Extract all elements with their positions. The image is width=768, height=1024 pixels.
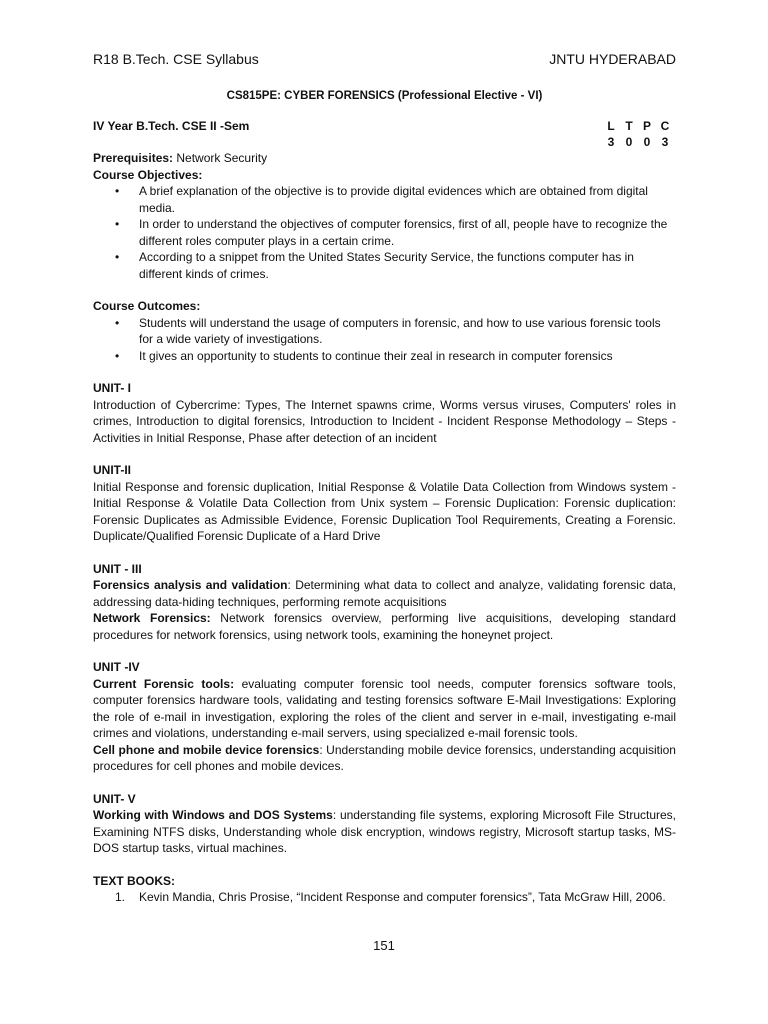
textbook-number: 1.	[115, 890, 126, 904]
unit3-heading: UNIT - III	[93, 561, 142, 576]
unit4-heading: UNIT -IV	[93, 660, 140, 674]
page-header	[93, 50, 676, 68]
unit5-p1-bold: Working with Windows and DOS Systems	[93, 808, 333, 822]
unit5-heading: UNIT- V	[93, 791, 136, 806]
ltpc-label-c: C	[660, 119, 670, 133]
unit2-text: Initial Response and forensic duplication, Initial Response & Volatile Data Collection from Windows system -Initial Response & Volatile Data Collection from Unix system – Forensic Duplication: Forensic duplication: Forensic Duplicates as Admissible Evidence, Forensic Duplication Tool Requirements, Creating a Forensic. Duplicate/Qualified Forensic Duplicate of a Hard Drive	[93, 479, 676, 543]
textbook-text: Kevin Mandia, Chris Prosise, “Incident Response and computer forensics”, Tata McGraw Hill, 2006.	[139, 890, 666, 904]
unit3-p2-text: Network forensics overview, performing live acquisitions, developing standard procedures for network forensics, using network tools, examining the honeynet project.	[93, 611, 676, 642]
objectives-heading: Course Objectives:	[93, 167, 203, 182]
list-item: • A brief explanation of the objective is to provide digital evidences which are obtained from digital media.	[93, 183, 676, 216]
ltpc-label-t: T	[625, 119, 633, 133]
course-title: CS815PE: CYBER FORENSICS (Professional Elective - VI)	[226, 90, 543, 102]
header-right: JNTU HYDERABAD	[549, 51, 676, 67]
ltpc-label-l: L	[607, 119, 615, 133]
unit4-p1-bold: Current Forensic tools:	[93, 676, 235, 691]
unit1-heading: UNIT- I	[93, 381, 131, 395]
unit4-p2-bold: Cell phone and mobile device forensics	[93, 742, 320, 757]
list-item: • It gives an opportunity to students to continue their zeal in research in computer forensics	[93, 348, 676, 365]
unit4-paragraph-2	[93, 742, 676, 775]
prerequisites	[93, 150, 676, 167]
ltpc-value-t: 0	[625, 135, 633, 149]
unit3-p1-text: : Determining what data to collect and analyze, validating forensic data, addressing data-hiding techniques, performing remote acquisitions	[93, 578, 677, 609]
unit4-p2-text: : Understanding mobile device forensics, understanding acquisition procedures for cell phones and mobile devices.	[93, 742, 676, 773]
unit1-text: Introduction of Cybercrime: Types, The Internet spawns crime, Worms versus viruses, Computers' roles in crimes, Introduction to digital forensics, Introduction to Incident - Incident Response Methodology – Steps - Activities in Initial Response, Phase after detection of an incident	[93, 397, 676, 445]
list-item: • According to a snippet from the United States Security Service, the functions computer has in different kinds of crimes.	[93, 249, 676, 282]
unit2-heading: UNIT-II	[93, 463, 131, 477]
list-item: • In order to understand the objectives of computer forensics, first of all, people have to recognize the different roles computer plays in a certain crime.	[93, 216, 676, 249]
ltpc-label-p: P	[642, 119, 651, 133]
prerequisites-text: Network Security	[173, 151, 268, 165]
syllabus-page	[93, 50, 676, 906]
unit3-p2-bold: Network Forensics:	[93, 611, 211, 625]
year-sem: IV Year B.Tech. CSE II -Sem	[93, 119, 250, 133]
prerequisites-label: Prerequisites:	[93, 151, 174, 165]
unit5-paragraph-1	[93, 807, 676, 857]
list-item: • Students will understand the usage of computers in forensic, and how to use various forensic tools for a wide variety of investigations.	[93, 315, 676, 348]
ltpc-value-p: 0	[643, 135, 651, 149]
outcomes-heading: Course Outcomes:	[93, 299, 201, 313]
unit3-paragraph-1	[93, 577, 676, 610]
unit4-paragraph-1	[93, 676, 676, 742]
list-item	[93, 889, 676, 906]
unit3-p1-bold: Forensics analysis and validation	[93, 578, 288, 592]
ltpc-table	[602, 118, 674, 150]
unit4-p1-text: evaluating computer forensic tool needs, computer forensics software tools, computer forensics hardware tools, validating and testing forensics software E-Mail Investigations: Exploring the role of e-mail in investigation, exploring the roles of the client and server in e-mail, investigating e-mail crimes and violations, understanding e-mail servers, using specialized e-mail forensic tools.	[93, 676, 677, 740]
unit5-p1-text: : understanding file systems, exploring Microsoft File Structures, Examining NTFS disks, Understanding whole disk encryption, windows registry, Microsoft startup tasks, MS-DOS startup tasks, virtual machines.	[93, 808, 677, 855]
textbooks-heading: TEXT BOOKS:	[93, 873, 176, 888]
ltpc-value-c: 3	[661, 135, 669, 149]
year-sem-row	[93, 118, 676, 150]
objectives-list	[93, 183, 676, 282]
page-number: 151	[373, 938, 395, 953]
textbooks-list	[93, 889, 676, 906]
outcomes-list	[93, 315, 676, 365]
unit3-paragraph-2	[93, 610, 676, 643]
header-left: R18 B.Tech. CSE Syllabus	[93, 51, 259, 67]
ltpc-value-l: 3	[607, 135, 615, 149]
